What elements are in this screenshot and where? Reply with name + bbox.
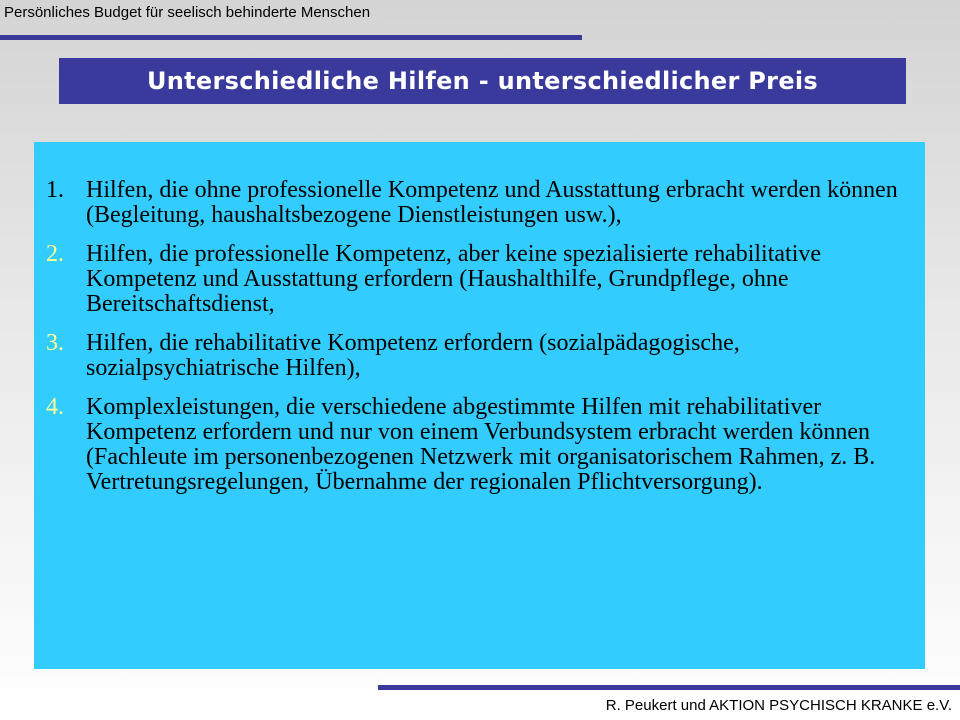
list-item [46, 331, 906, 381]
list-item-number: 2. [46, 241, 64, 267]
footer-divider [378, 685, 960, 690]
list-item-number: 3. [46, 330, 64, 356]
list-item [46, 395, 906, 495]
list-item-text: Hilfen, die ohne professionelle Kompetenz und Ausstattung erbracht werden können (Begleitung, haushaltsbezogene Dienstleistungen usw.), [86, 177, 898, 228]
slide-title: Unterschiedliche Hilfen - unterschiedlicher Preis [146, 67, 819, 95]
list-item-number: 4. [46, 394, 64, 420]
header-divider [0, 35, 582, 40]
list-item-text: Hilfen, die professionelle Kompetenz, aber keine spezialisierte rehabilitative Kompetenz und Ausstattung erfordern (Haushalthilfe, Grundpflege, ohne Bereitschaftsdienst, [86, 241, 822, 317]
slide-title-bar [59, 58, 906, 104]
help-levels-list [46, 178, 906, 509]
list-item [46, 178, 906, 228]
list-item [46, 242, 906, 317]
list-item-text: Komplexleistungen, die verschiedene abgestimmte Hilfen mit rehabilitativer Kompetenz erfordern und nur von einem Verbundsystem erbracht werden können (Fachleute im personenbezogenen Netzwerk mit organisatorischem Rahmen, z. B. Vertretungsregelungen, Übernahme der regionalen Pflichtversorgung). [86, 394, 876, 495]
list-item-text: Hilfen, die rehabilitative Kompetenz erfordern (sozialpädagogische, sozialpsychiatrische Hilfen), [86, 330, 740, 381]
content-panel [34, 142, 925, 669]
slide-header: Persönliches Budget für seelisch behinderte Menschen [4, 4, 371, 21]
list-item-number: 1. [46, 177, 64, 203]
slide-footer: R. Peukert und AKTION PSYCHISCH KRANKE e.V. [605, 697, 952, 714]
